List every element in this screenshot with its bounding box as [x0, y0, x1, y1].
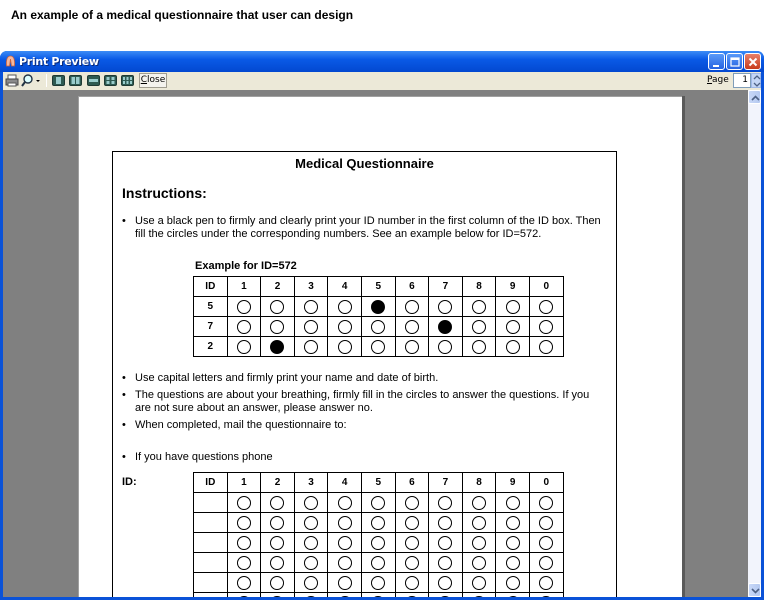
grid-bubble-cell — [462, 337, 496, 357]
empty-bubble[interactable] — [304, 536, 318, 550]
empty-bubble[interactable] — [539, 556, 553, 570]
grid-bubble-cell — [261, 493, 295, 513]
minimize-button[interactable] — [708, 53, 725, 70]
empty-bubble[interactable] — [438, 576, 452, 590]
empty-bubble[interactable] — [539, 516, 553, 530]
grid-bubble-cell — [328, 593, 362, 598]
empty-bubble[interactable] — [237, 320, 251, 334]
grid-bubble-cell — [227, 337, 261, 357]
empty-bubble[interactable] — [270, 596, 284, 598]
example-id-table — [193, 276, 564, 357]
empty-bubble[interactable] — [371, 496, 385, 510]
grid-bubble-cell — [529, 317, 563, 337]
four-pages-icon[interactable] — [104, 73, 117, 88]
empty-bubble[interactable] — [237, 576, 251, 590]
empty-bubble[interactable] — [539, 576, 553, 590]
grid-bubble-cell — [227, 317, 261, 337]
close-preview-button[interactable] — [139, 73, 167, 88]
chevron-down-icon — [751, 587, 760, 595]
grid-bubble-cell — [395, 493, 429, 513]
empty-bubble[interactable] — [472, 596, 486, 598]
empty-bubble[interactable] — [539, 596, 553, 598]
empty-bubble[interactable] — [506, 340, 520, 354]
grid-bubble-cell — [496, 317, 530, 337]
empty-bubble[interactable] — [338, 596, 352, 598]
grid-header-row — [194, 473, 564, 493]
grid-bubble-cell — [361, 533, 395, 553]
grid-bubble-cell — [496, 553, 530, 573]
grid-header-cell: 0 — [529, 473, 563, 493]
bullet-text: If you have questions phone — [135, 451, 273, 463]
grid-bubble-cell — [462, 493, 496, 513]
grid-bubble-cell — [429, 593, 463, 598]
grid-bubble-cell — [294, 533, 328, 553]
empty-bubble[interactable] — [539, 496, 553, 510]
grid-id-cell[interactable] — [194, 513, 228, 533]
empty-bubble[interactable] — [270, 300, 284, 314]
bullet-text: The questions are about your breathing, firmly fill in the circles to answer the questions. If you are not sure about an answer, please answer no. — [135, 389, 590, 414]
grid-bubble-cell — [227, 553, 261, 573]
empty-bubble[interactable] — [405, 536, 419, 550]
empty-bubble[interactable] — [338, 496, 352, 510]
empty-bubble[interactable] — [405, 340, 419, 354]
filled-bubble[interactable] — [270, 340, 284, 354]
empty-bubble[interactable] — [304, 576, 318, 590]
empty-bubble[interactable] — [438, 340, 452, 354]
grid-row — [194, 493, 564, 513]
empty-bubble[interactable] — [472, 536, 486, 550]
grid-row — [194, 533, 564, 553]
spinner-arrows-icon — [752, 74, 762, 89]
grid-row — [194, 553, 564, 573]
document-title: Medical Questionnaire — [295, 156, 434, 171]
grid-header-cell: 5 — [361, 277, 395, 297]
close-label: lose — [147, 75, 166, 85]
grid-bubble-cell — [294, 317, 328, 337]
grid-header-cell: 8 — [462, 473, 496, 493]
grid-bubble-cell — [429, 533, 463, 553]
grid-bubble-cell — [294, 573, 328, 593]
empty-bubble[interactable] — [506, 516, 520, 530]
grid-header-cell: 9 — [496, 277, 530, 297]
empty-bubble[interactable] — [405, 320, 419, 334]
grid-id-cell[interactable]: 2 — [194, 337, 228, 357]
empty-bubble[interactable] — [304, 496, 318, 510]
empty-bubble[interactable] — [506, 320, 520, 334]
magnifier-icon[interactable] — [21, 73, 33, 88]
grid-bubble-cell — [462, 297, 496, 317]
empty-bubble[interactable] — [506, 596, 520, 598]
grid-header-cell: ID — [194, 277, 228, 297]
empty-bubble[interactable] — [539, 320, 553, 334]
empty-bubble[interactable] — [237, 556, 251, 570]
grid-bubble-cell — [529, 593, 563, 598]
close-accel: C — [140, 75, 148, 85]
grid-id-cell[interactable] — [194, 553, 228, 573]
grid-header-cell: 4 — [328, 277, 362, 297]
grid-header-cell: 5 — [361, 473, 395, 493]
empty-bubble[interactable] — [405, 300, 419, 314]
grid-bubble-cell — [496, 297, 530, 317]
grid-bubble-cell — [361, 493, 395, 513]
empty-bubble[interactable] — [338, 300, 352, 314]
questionnaire-frame — [112, 151, 617, 597]
grid-row — [194, 573, 564, 593]
scroll-down-button[interactable] — [748, 583, 761, 597]
one-page-icon[interactable] — [52, 73, 65, 88]
empty-bubble[interactable] — [506, 536, 520, 550]
grid-row — [194, 317, 564, 337]
maximize-icon — [727, 54, 744, 71]
print-preview-window — [0, 51, 764, 600]
bullet-dot: • — [122, 389, 126, 401]
empty-bubble[interactable] — [472, 576, 486, 590]
empty-bubble[interactable] — [237, 516, 251, 530]
grid-bubble-cell — [294, 337, 328, 357]
empty-bubble[interactable] — [237, 536, 251, 550]
grid-header-cell: 4 — [328, 473, 362, 493]
grid-bubble-cell — [429, 573, 463, 593]
grid-bubble-cell — [261, 337, 295, 357]
empty-bubble[interactable] — [237, 340, 251, 354]
grid-bubble-cell — [462, 317, 496, 337]
grid-id-cell[interactable] — [194, 493, 228, 513]
empty-bubble[interactable] — [371, 320, 385, 334]
grid-row — [194, 513, 564, 533]
grid-bubble-cell — [227, 573, 261, 593]
grid-header-cell: ID — [194, 473, 228, 493]
empty-bubble[interactable] — [270, 320, 284, 334]
grid-bubble-cell — [361, 337, 395, 357]
empty-bubble[interactable] — [270, 556, 284, 570]
grid-header-cell: 2 — [261, 277, 295, 297]
empty-bubble[interactable] — [270, 536, 284, 550]
grid-bubble-cell — [361, 317, 395, 337]
empty-bubble[interactable] — [304, 340, 318, 354]
minimize-icon — [709, 54, 726, 71]
page-accel: P — [707, 75, 713, 85]
empty-bubble[interactable] — [237, 300, 251, 314]
instruction-bullet — [122, 215, 602, 241]
empty-bubble[interactable] — [506, 576, 520, 590]
grid-row — [194, 337, 564, 357]
page-number-input[interactable]: 1 — [733, 73, 751, 88]
bullet-text: Use capital letters and firmly print your name and date of birth. — [135, 372, 439, 384]
two-pages-icon[interactable] — [69, 73, 82, 88]
grid-bubble-cell — [429, 297, 463, 317]
grid-bubble-cell — [328, 533, 362, 553]
page-label — [707, 75, 729, 85]
empty-bubble[interactable] — [371, 596, 385, 598]
empty-bubble[interactable] — [438, 516, 452, 530]
bullet-text: Use a black pen to firmly and clearly print your ID number in the first column of the ID box. Then fill the circles under the corresponding numbers. See an example below for ID=572. — [135, 215, 601, 240]
empty-bubble[interactable] — [371, 576, 385, 590]
grid-bubble-cell — [361, 553, 395, 573]
grid-bubble-cell — [429, 493, 463, 513]
grid-id-cell[interactable]: 5 — [194, 297, 228, 317]
grid-bubble-cell — [261, 297, 295, 317]
grid-bubble-cell — [496, 513, 530, 533]
grid-bubble-cell — [227, 297, 261, 317]
grid-header-cell: 7 — [429, 277, 463, 297]
grid-bubble-cell — [496, 593, 530, 598]
grid-id-cell[interactable] — [194, 593, 228, 598]
grid-header-cell: 1 — [227, 473, 261, 493]
bullet-dot: • — [122, 372, 126, 384]
empty-bubble[interactable] — [539, 340, 553, 354]
empty-bubble[interactable] — [304, 320, 318, 334]
empty-bubble[interactable] — [539, 536, 553, 550]
bullet-dot: • — [122, 419, 126, 431]
empty-bubble[interactable] — [506, 556, 520, 570]
grid-bubble-cell — [496, 337, 530, 357]
window-title: Print Preview — [19, 55, 99, 68]
empty-bubble[interactable] — [438, 596, 452, 598]
grid-bubble-cell — [395, 553, 429, 573]
grid-bubble-cell — [261, 533, 295, 553]
grid-bubble-cell — [294, 513, 328, 533]
grid-bubble-cell — [529, 493, 563, 513]
grid-row — [194, 297, 564, 317]
grid-id-cell[interactable] — [194, 573, 228, 593]
instruction-bullet — [122, 451, 602, 464]
grid-bubble-cell — [227, 533, 261, 553]
grid-bubble-cell — [529, 533, 563, 553]
page-preview — [78, 96, 682, 597]
grid-header-cell: 1 — [227, 277, 261, 297]
empty-bubble[interactable] — [472, 300, 486, 314]
grid-bubble-cell — [227, 493, 261, 513]
grid-bubble-cell — [462, 513, 496, 533]
printer-icon[interactable] — [5, 73, 19, 88]
empty-bubble[interactable] — [338, 556, 352, 570]
empty-bubble[interactable] — [472, 516, 486, 530]
grid-bubble-cell — [529, 297, 563, 317]
grid-bubble-cell — [294, 297, 328, 317]
grid-header-cell: 6 — [395, 277, 429, 297]
example-label: Example for ID=572 — [195, 260, 297, 272]
grid-bubble-cell — [294, 593, 328, 598]
grid-header-cell: 6 — [395, 473, 429, 493]
chevron-up-icon — [751, 94, 760, 102]
toolbar-separator — [46, 74, 47, 87]
empty-bubble[interactable] — [237, 596, 251, 598]
page-caption: An example of a medical questionnaire that user can design — [11, 8, 354, 22]
grid-bubble-cell — [429, 553, 463, 573]
id-box-label: ID: — [122, 476, 137, 488]
grid-header-cell: 9 — [496, 473, 530, 493]
empty-bubble[interactable] — [371, 556, 385, 570]
grid-bubble-cell — [328, 553, 362, 573]
empty-bubble[interactable] — [270, 496, 284, 510]
grid-bubble-cell — [361, 593, 395, 598]
grid-header-cell: 2 — [261, 473, 295, 493]
filled-bubble[interactable] — [438, 320, 452, 334]
empty-bubble[interactable] — [472, 340, 486, 354]
instruction-bullet — [122, 372, 602, 385]
empty-bubble[interactable] — [371, 536, 385, 550]
empty-bubble[interactable] — [270, 576, 284, 590]
empty-bubble[interactable] — [405, 496, 419, 510]
grid-bubble-cell — [328, 337, 362, 357]
zoom-dropdown-icon[interactable] — [35, 73, 41, 88]
grid-bubble-cell — [429, 337, 463, 357]
grid-bubble-cell — [328, 297, 362, 317]
empty-bubble[interactable] — [371, 340, 385, 354]
empty-bubble[interactable] — [270, 516, 284, 530]
bullet-dot: • — [122, 451, 126, 463]
grid-bubble-cell — [395, 573, 429, 593]
empty-bubble[interactable] — [237, 496, 251, 510]
six-pages-icon[interactable] — [121, 73, 134, 88]
grid-bubble-cell — [227, 593, 261, 598]
empty-bubble[interactable] — [472, 556, 486, 570]
grid-bubble-cell — [328, 573, 362, 593]
empty-bubble[interactable] — [472, 320, 486, 334]
grid-bubble-cell — [395, 533, 429, 553]
grid-bubble-cell — [496, 493, 530, 513]
grid-bubble-cell — [395, 513, 429, 533]
empty-bubble[interactable] — [506, 300, 520, 314]
instructions-heading: Instructions: — [122, 185, 207, 201]
grid-bubble-cell — [328, 513, 362, 533]
grid-bubble-cell — [429, 513, 463, 533]
close-icon — [745, 54, 762, 71]
empty-bubble[interactable] — [539, 300, 553, 314]
empty-bubble[interactable] — [338, 340, 352, 354]
empty-bubble[interactable] — [405, 516, 419, 530]
grid-bubble-cell — [261, 553, 295, 573]
grid-bubble-cell — [462, 533, 496, 553]
grid-header-cell: 3 — [294, 277, 328, 297]
empty-bubble[interactable] — [304, 556, 318, 570]
grid-id-cell[interactable] — [194, 533, 228, 553]
grid-bubble-cell — [361, 297, 395, 317]
page-spinner[interactable] — [751, 73, 761, 88]
filled-bubble[interactable] — [371, 300, 385, 314]
grid-bubble-cell — [395, 317, 429, 337]
title-bar[interactable] — [0, 51, 764, 72]
empty-bubble[interactable] — [338, 320, 352, 334]
grid-bubble-cell — [328, 317, 362, 337]
grid-bubble-cell — [361, 573, 395, 593]
empty-bubble[interactable] — [304, 596, 318, 598]
empty-bubble[interactable] — [338, 536, 352, 550]
grid-header-row — [194, 277, 564, 297]
three-pages-icon[interactable] — [87, 73, 100, 88]
id-table-visible-region — [193, 472, 565, 597]
grid-bubble-cell — [261, 573, 295, 593]
grid-bubble-cell — [361, 513, 395, 533]
grid-bubble-cell — [294, 493, 328, 513]
grid-bubble-cell — [395, 593, 429, 598]
empty-bubble[interactable] — [405, 556, 419, 570]
grid-bubble-cell — [529, 513, 563, 533]
empty-bubble[interactable] — [438, 300, 452, 314]
grid-header-cell: 0 — [529, 277, 563, 297]
empty-bubble[interactable] — [438, 556, 452, 570]
grid-header-cell: 3 — [294, 473, 328, 493]
grid-bubble-cell — [529, 553, 563, 573]
grid-bubble-cell — [261, 513, 295, 533]
empty-bubble[interactable] — [338, 516, 352, 530]
grid-bubble-cell — [261, 593, 295, 598]
grid-bubble-cell — [496, 533, 530, 553]
grid-bubble-cell — [529, 337, 563, 357]
grid-bubble-cell — [328, 493, 362, 513]
preview-area[interactable] — [3, 90, 748, 597]
empty-bubble[interactable] — [405, 596, 419, 598]
grid-bubble-cell — [395, 297, 429, 317]
empty-bubble[interactable] — [304, 300, 318, 314]
grid-bubble-cell — [429, 317, 463, 337]
empty-bubble[interactable] — [438, 536, 452, 550]
empty-bubble[interactable] — [506, 496, 520, 510]
maximize-button[interactable] — [726, 53, 743, 70]
empty-bubble[interactable] — [304, 516, 318, 530]
toolbar — [3, 72, 761, 90]
grid-row — [194, 593, 564, 598]
vertical-scrollbar[interactable] — [748, 90, 761, 597]
grid-header-cell: 8 — [462, 277, 496, 297]
id-entry-table — [193, 472, 564, 597]
empty-bubble[interactable] — [371, 516, 385, 530]
grid-bubble-cell — [529, 573, 563, 593]
empty-bubble[interactable] — [472, 496, 486, 510]
grid-bubble-cell — [462, 593, 496, 598]
grid-bubble-cell — [462, 573, 496, 593]
scroll-up-button[interactable] — [748, 90, 761, 104]
close-window-button[interactable] — [744, 53, 761, 70]
grid-bubble-cell — [261, 317, 295, 337]
empty-bubble[interactable] — [438, 496, 452, 510]
grid-bubble-cell — [294, 553, 328, 573]
grid-bubble-cell — [496, 573, 530, 593]
instruction-bullet — [122, 419, 602, 432]
bullet-text: When completed, mail the questionnaire to: — [135, 419, 347, 431]
empty-bubble[interactable] — [405, 576, 419, 590]
grid-bubble-cell — [395, 337, 429, 357]
app-icon — [5, 55, 16, 67]
bullet-dot: • — [122, 215, 126, 227]
grid-header-cell: 7 — [429, 473, 463, 493]
empty-bubble[interactable] — [338, 576, 352, 590]
instruction-bullet — [122, 389, 602, 415]
grid-bubble-cell — [227, 513, 261, 533]
page-label-text: age — [712, 75, 729, 85]
grid-bubble-cell — [462, 553, 496, 573]
grid-id-cell[interactable]: 7 — [194, 317, 228, 337]
